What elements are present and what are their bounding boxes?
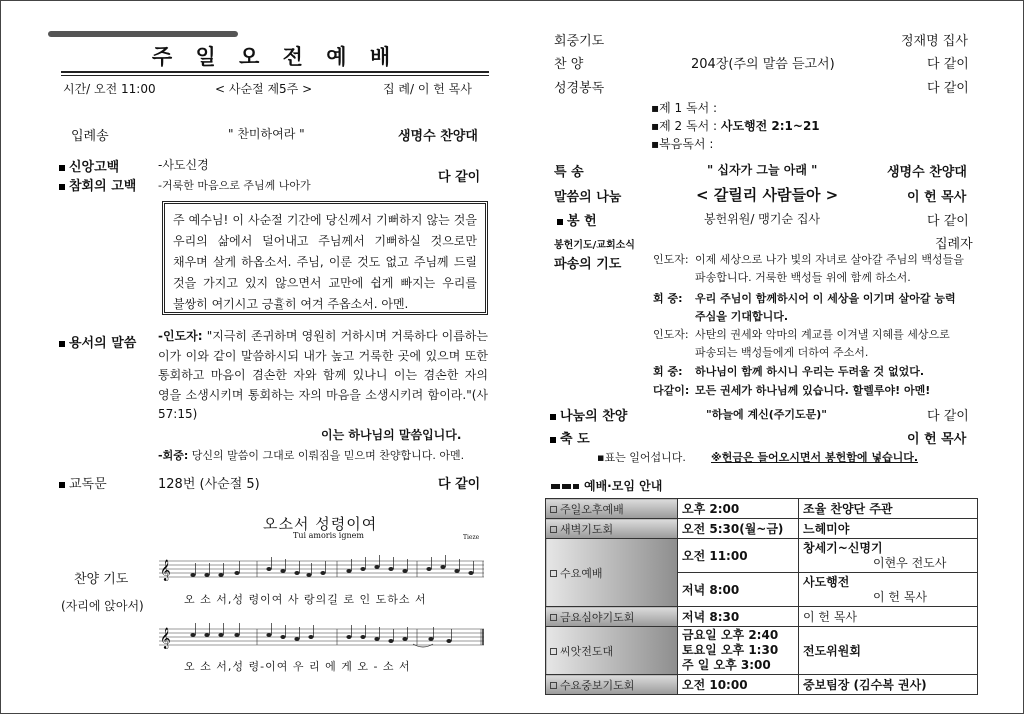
creed-text: -사도신경 — [158, 158, 209, 172]
square-outline-icon — [550, 682, 557, 689]
hymn-lyrics-line-2: 오 소 서,성 령-이여 우 리 에 게 오 - 소 서 — [184, 660, 411, 673]
schedule-name: 금요심야기도회 — [546, 607, 678, 627]
sending-who-5: 다같이: — [653, 384, 690, 397]
schedule-info: 중보팀장 (김수복 권사) — [799, 675, 978, 695]
score-composer: Tieze — [463, 534, 480, 541]
sending-text-4: 하나님이 함께 하시니 우리는 두려울 것 없었다. — [695, 365, 925, 378]
square-outline-icon — [550, 570, 557, 577]
entrance-by: 생명수 찬양대 — [398, 129, 478, 144]
offering-label: 봉 헌 — [557, 210, 597, 229]
schedule-info: 조율 찬양단 주관 — [799, 499, 978, 519]
schedule-name: 새벽기도회 — [546, 519, 678, 539]
square-bullet-icon — [550, 414, 556, 420]
score-title: 오소서 성령이여 — [263, 515, 378, 533]
schedule-info: 이 헌 목사 — [799, 607, 978, 627]
note-offering: ※헌금은 들어오시면서 봉헌함에 넣습니다. — [711, 451, 919, 464]
closing-hymn-by: 다 같이 — [927, 409, 969, 424]
sermon-by: 이 헌 목사 — [907, 190, 967, 205]
schedule-table — [545, 498, 978, 695]
square-bullet-icon — [59, 184, 65, 190]
closing-hymn-song: "하늘에 계신(주기도문)" — [706, 408, 827, 421]
entrance-label: 입례송 — [71, 129, 109, 144]
scripture-by: 다 같이 — [927, 81, 969, 96]
sending-text-3: 사탄의 권세와 악마의 계교를 이겨낼 지혜를 세상으로 파송되는 백성들에게 더하여 주소서. — [695, 328, 950, 359]
scripture-label: 성경봉독 — [554, 81, 605, 96]
schedule-info: 사도행전 이 헌 목사 — [799, 573, 978, 607]
music-staff-2 — [159, 621, 484, 651]
page-title: 주 일 오 전 예 배 — [151, 44, 399, 69]
sending-prayer-label: 파송의 기도 — [554, 257, 622, 272]
hymn-lyrics-line-1: 오 소 서,성 령이여 사 랑의길 로 인 도하소 서 — [184, 593, 427, 606]
table-row — [546, 499, 978, 519]
sermon-title: < 갈릴리 사람들아 > — [696, 186, 839, 204]
anthem-song: " 십자가 그늘 아래 " — [707, 163, 818, 177]
schedule-time: 저녁 8:30 — [678, 607, 799, 627]
square-outline-icon — [550, 648, 557, 655]
square-outline-icon — [550, 506, 557, 513]
hymn-row-label: 찬 양 — [554, 57, 584, 72]
table-row — [546, 675, 978, 695]
closing-hymn-label: 나눔의 찬양 — [550, 405, 627, 424]
offering-committee: 봉헌위원/ 맹기순 집사 — [704, 212, 821, 226]
note-stand: ▪표는 일어섭니다. — [597, 451, 686, 464]
schedule-info: 느헤미야 — [799, 519, 978, 539]
creed-label: 신앙고백 — [59, 156, 119, 175]
decorative-bar — [48, 31, 238, 37]
liturgical-season: < 사순절 제5주 > — [215, 82, 313, 96]
hymn-sub: (자리에 앉아서) — [61, 599, 144, 613]
benediction-label: 축 도 — [550, 428, 590, 447]
reading-1: ▪제 1 독서 : — [651, 101, 718, 115]
square-outline-icon — [550, 526, 557, 533]
schedule-time: 오전 11:00 — [678, 539, 799, 573]
service-leader: 집 례/ 이 헌 목사 — [383, 82, 472, 96]
congregation-response: -회중: 당신의 말씀이 그대로 이뤄짐을 믿으며 찬양합니다. 아멘. — [158, 449, 465, 462]
table-row — [546, 519, 978, 539]
schedule-time: 저녁 8:00 — [678, 573, 799, 607]
svg-text:𝄞: 𝄞 — [160, 560, 171, 581]
offering-prayer-by: 집례자 — [935, 237, 973, 252]
square-bullet-icon — [557, 219, 563, 225]
schedule-name: 수요중보기도회 — [546, 675, 678, 695]
schedule-time: 금요일 오후 2:40 토요일 오후 1:30 주 일 오후 3:00 — [678, 627, 799, 675]
schedule-info: 전도위원회 — [799, 627, 978, 675]
sending-text-5: 모든 권세가 하나님께 있습니다. 할렐루야! 아멘! — [695, 384, 931, 397]
confession-by: 다 같이 — [438, 170, 481, 185]
congregational-prayer-label: 회중기도 — [554, 34, 605, 49]
table-row — [546, 627, 978, 675]
schedule-info: 창세기~신명기 이현우 전도사 — [799, 539, 978, 573]
schedule-heading: 예배·모임 안내 — [551, 477, 662, 494]
schedule-time: 오전 5:30(월~금) — [678, 519, 799, 539]
confession-text: -거룩한 마음으로 주님께 나아가 — [158, 179, 311, 192]
table-row — [546, 607, 978, 627]
sending-who-1: 인도자: — [653, 253, 689, 266]
sending-text-1: 이제 세상으로 나가 빛의 자녀로 살아갈 주님의 백성들을 파송합니다. 거룩한 백성들 위에 함께 하소서. — [695, 253, 964, 284]
responsive-text: 128번 (사순절 5) — [158, 477, 260, 492]
hymn-label: 찬양 기도 — [74, 572, 129, 587]
reading-gospel: ▪복음독서 : — [651, 137, 714, 151]
square-bullet-icon — [59, 341, 65, 347]
square-outline-icon — [550, 614, 557, 621]
square-bullet-icon — [550, 437, 556, 443]
responsive-by: 다 같이 — [438, 477, 481, 492]
square-bullet-icon — [59, 482, 65, 488]
schedule-name: 수요예배 — [546, 539, 678, 607]
title-rule — [61, 75, 489, 76]
entrance-song: " 찬미하여라 " — [228, 127, 305, 141]
benediction-by: 이 헌 목사 — [907, 432, 967, 447]
schedule-name: 씨앗전도대 — [546, 627, 678, 675]
schedule-time: 오후 2:00 — [678, 499, 799, 519]
sending-who-2: 회 중: — [653, 292, 683, 305]
square-bullet-icon — [59, 165, 65, 171]
absolution-label: 용서의 말씀 — [59, 332, 136, 351]
absolution-closing: 이는 하나님의 말씀입니다. — [321, 428, 462, 442]
sending-text-2: 우리 주님이 함께하시어 이 세상을 이기며 살아갈 능력 주심을 기대합니다. — [695, 292, 956, 323]
reading-2: ▪제 2 독서 : 사도행전 2:1~21 — [651, 119, 820, 133]
svg-text:𝄞: 𝄞 — [160, 628, 171, 649]
offering-prayer-label: 봉헌기도/교회소식 — [554, 240, 635, 251]
score-subtitle: Tui amoris ignem — [293, 531, 364, 540]
title-rule — [61, 71, 489, 73]
anthem-label: 특 송 — [554, 165, 584, 180]
sending-who-3: 인도자: — [653, 328, 689, 341]
hymn-row-by: 다 같이 — [927, 57, 969, 72]
music-staff-1 — [159, 553, 484, 583]
schedule-time: 오전 10:00 — [678, 675, 799, 695]
hymn-row-song: 204장(주의 말씀 듣고서) — [691, 57, 835, 72]
confession-prayer-box — [162, 201, 488, 315]
schedule-name: 주일오후예배 — [546, 499, 678, 519]
anthem-by: 생명수 찬양대 — [887, 165, 967, 180]
confession-label: 참회의 고백 — [59, 175, 136, 194]
confession-prayer: 주 예수님! 이 사순절 기간에 당신께서 기뻐하지 않는 것을 우리의 삶에서 덜어내고 주님께서 기뻐하실 것으로만 채우며 살게 하옵소서. 주님, 이룬 것도 없고 주님께 드릴 것을 가지고 있지 않으면서 교만에 쉽게 빠지는 우리를 불쌍히 여기시고 긍휼히 여겨 주옵소서. 아멘. — [173, 213, 477, 311]
table-row — [546, 539, 978, 573]
congregational-prayer-by: 정재명 집사 — [901, 34, 968, 49]
sermon-label: 말씀의 나눔 — [554, 190, 622, 205]
service-time: 시간/ 오전 11:00 — [63, 82, 156, 96]
offering-by: 다 같이 — [927, 214, 969, 229]
absolution-text: -인도자: "지극히 존귀하며 영원히 거하시며 거룩하다 이름하는 이가 이와 같이 말씀하시되 내가 높고 거룩한 곳에 있으며 또한 통회하고 마음이 겸손한 자와 함께 있나니 이는 겸손한 자의 영을 소생시키며 통회하는 자의 마음을 소생시키려 함이라."(사 57:15) — [158, 329, 488, 421]
responsive-label: 교독문 — [59, 473, 107, 492]
sending-who-4: 회 중: — [653, 365, 683, 378]
